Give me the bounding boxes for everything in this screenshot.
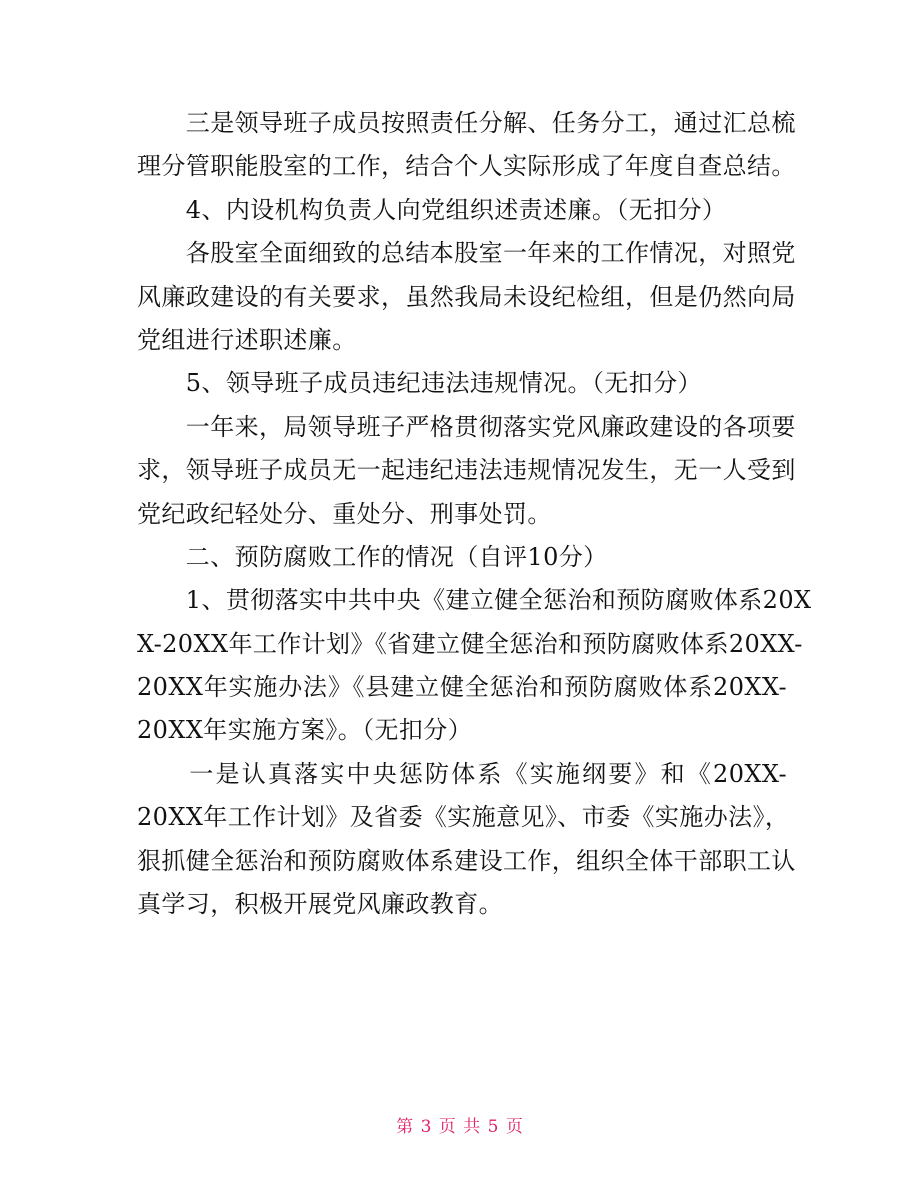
text-line: 求，领导班子成员无一起违纪违法违规情况发生，无一人受到	[137, 456, 796, 485]
text-line: 党组进行述职述廉。	[137, 325, 357, 354]
text-line: 20XX年实施办法》《县建立健全惩治和预防腐败体系20XX-	[137, 673, 787, 702]
text-line: 风廉政建设的有关要求，虽然我局未设纪检组，但是仍然向局	[137, 282, 796, 311]
text-line: 一是认真落实中央惩防体系《实施纲要》和《20XX-	[137, 759, 787, 788]
text-line: 各股室全面细致的总结本股室一年来的工作情况，对照党	[137, 239, 796, 268]
text-line: 5、领导班子成员违纪违法违规情况。（无扣分）	[137, 369, 702, 398]
text-line: 1、贯彻落实中共中央《建立健全惩治和预防腐败体系20X	[137, 586, 812, 615]
text-line: 20XX年工作计划》及省委《实施意见》、市委《实施办法》，	[137, 803, 790, 832]
text-line: X-20XX年工作计划》《省建立健全惩治和预防腐败体系20XX-	[137, 629, 803, 658]
text-line: 二、预防腐败工作的情况（自评10分）	[137, 542, 608, 571]
text-line: 党纪政纪轻处分、重处分、刑事处罚。	[137, 499, 552, 528]
text-line: 狠抓健全惩治和预防腐败体系建设工作，组织全体干部职工认	[137, 846, 796, 875]
text-line: 20XX年实施方案》。（无扣分）	[137, 716, 473, 745]
page-number-footer: 第 3 页 共 5 页	[396, 1117, 524, 1137]
text-line: 理分管职能股室的工作，结合个人实际形成了年度自查总结。	[137, 152, 796, 181]
text-line: 真学习，积极开展党风廉政教育。	[137, 890, 503, 919]
text-line: 三是领导班子成员按照责任分解、任务分工，通过汇总梳	[137, 109, 796, 137]
text-line: 一年来，局领导班子严格贯彻落实党风廉政建设的各项要	[137, 412, 796, 441]
document-body	[137, 102, 812, 926]
text-line: 4、内设机构负责人向党组织述责述廉。（无扣分）	[137, 195, 727, 224]
